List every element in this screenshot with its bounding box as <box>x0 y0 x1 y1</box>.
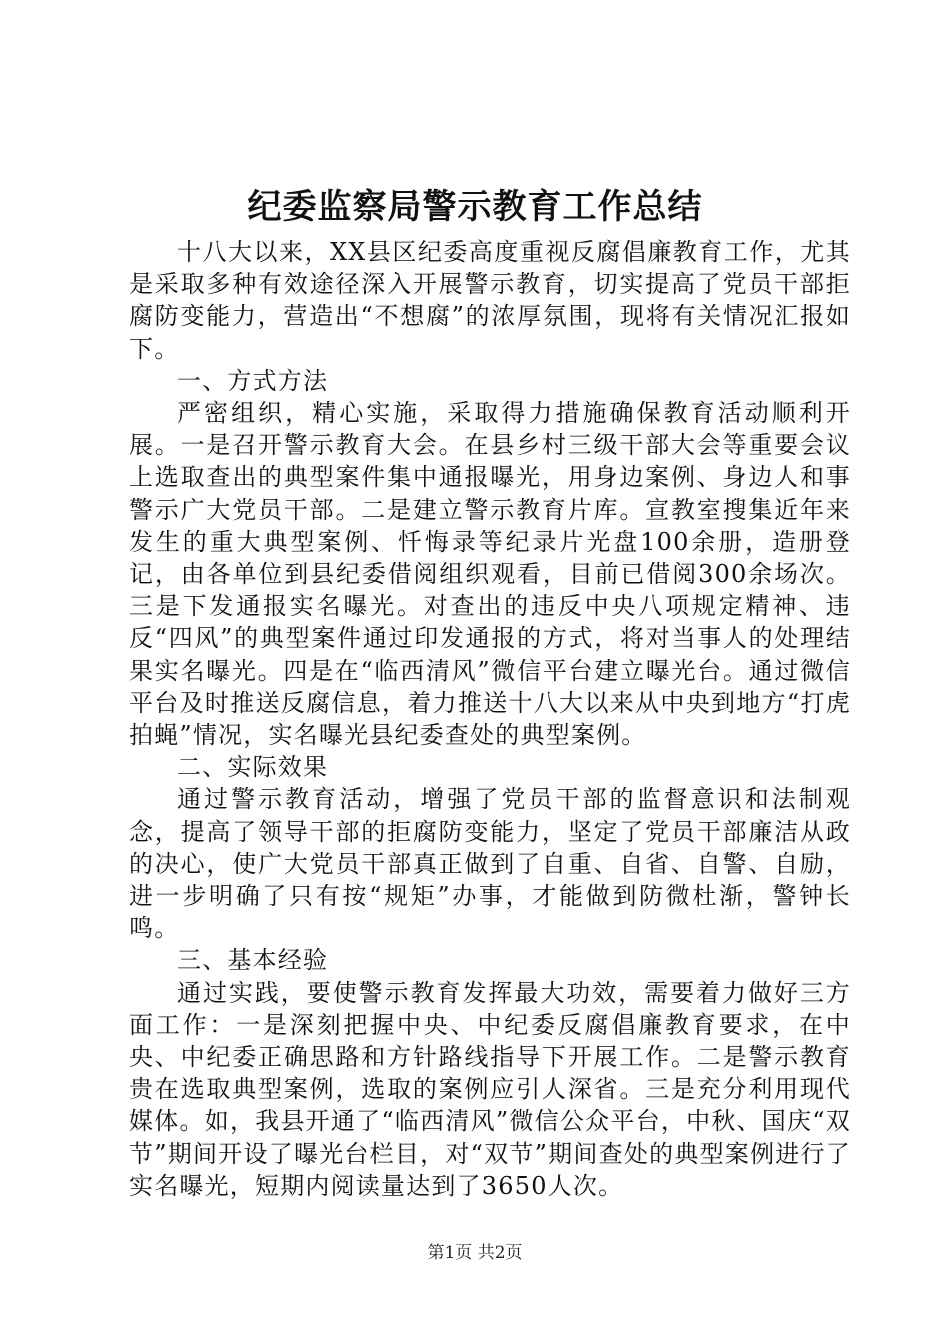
section-text-experience: 通过实践，要使警示教育发挥最大功效，需要着力做好三方面工作：一是深刻把握中央、中纪委反腐倡廉教育要求，在中央、中纪委正确思路和方针路线指导下开展工作。二是警示教育贵在选取典型案例，选取的案例应引人深省。三是充分利用现代媒体。如，我县开通了“临西清风”微信公众平台，中秋、国庆“双节”期间开设了曝光台栏目，对“双节”期间查处的典型案例进行了实名曝光，短期内阅读量达到了3650人次。 <box>129 978 851 1200</box>
section-text-effects: 通过警示教育活动，增强了党员干部的监督意识和法制观念，提高了领导干部的拒腐防变能力，坚定了党员干部廉洁从政的决心，使广大党员干部真正做到了自重、自省、自警、自励，进一步明确了只有按“规矩”办事，才能做到防微杜渐，警钟长鸣。 <box>129 785 851 943</box>
page-number-footer: 第1页 共2页 <box>427 1243 523 1263</box>
section-text-methods: 严密组织，精心实施，采取得力措施确保教育活动顺利开展。一是召开警示教育大会。在县乡村三级干部大会等重要会议上选取查出的典型案件集中通报曝光，用身边案例、身边人和事警示广大党员干部。二是建立警示教育片库。宣教室搜集近年来发生的重大典型案例、忏悔录等纪录片光盘100余册，造册登记，由各单位到县纪委借阅组织观看，目前已借阅300余场次。三是下发通报实名曝光。对查出的违反中央八项规定精神、违反“四风”的典型案件通过印发通报的方式，将对当事人的处理结果实名曝光。四是在“临西清风”微信平台建立曝光台。通过微信平台及时推送反腐信息，着力推送十八大以来从中央到地方“打虎拍蝇”情况，实名曝光县纪委查处的典型案例。 <box>129 399 851 750</box>
section-heading-effects: 二、实际效果 <box>177 753 329 782</box>
section-heading-experience: 三、基本经验 <box>177 946 329 975</box>
document-body <box>129 236 851 1202</box>
document-title: 纪委监察局警示教育工作总结 <box>247 187 703 227</box>
section-heading-methods: 一、方式方法 <box>177 366 329 395</box>
intro-paragraph: 十八大以来，XX县区纪委高度重视反腐倡廉教育工作，尤其是采取多种有效途径深入开展警示教育，切实提高了党员干部拒腐防变能力，营造出“不想腐”的浓厚氛围，现将有关情况汇报如下。 <box>129 238 851 363</box>
